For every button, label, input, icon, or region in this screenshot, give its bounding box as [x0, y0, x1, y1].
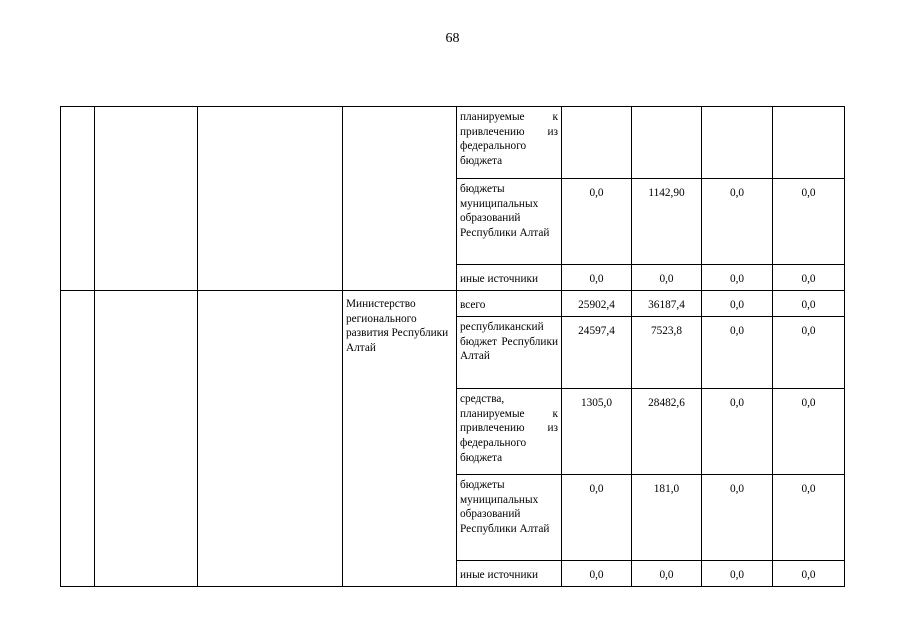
funding-source-cell: планируемые к привлечению из федерального бюджета: [457, 107, 562, 179]
index-cell: [61, 107, 95, 291]
value-cell: [562, 107, 632, 179]
value-cell: 0,0: [773, 265, 845, 291]
funding-source-cell: республиканский бюджет Республики Алтай: [457, 317, 562, 389]
value-cell: 1142,90: [632, 179, 702, 265]
value-cell: [632, 107, 702, 179]
value-cell: 0,0: [773, 475, 845, 561]
funding-source-cell: бюджеты муниципальных образований Республики Алтай: [457, 475, 562, 561]
table-row: [61, 107, 845, 179]
value-cell: 0,0: [632, 265, 702, 291]
value-cell: [702, 107, 773, 179]
value-cell: 0,0: [562, 561, 632, 587]
page-number: 68: [445, 31, 460, 46]
value-cell: 7523,8: [632, 317, 702, 389]
event-name-cell: [95, 291, 198, 587]
event-name-cell: [95, 107, 198, 291]
value-cell: 0,0: [702, 475, 773, 561]
value-cell: 0,0: [562, 179, 632, 265]
value-cell: 181,0: [632, 475, 702, 561]
value-cell: 36187,4: [632, 291, 702, 317]
ministry-cell: [343, 107, 457, 291]
value-cell: 0,0: [702, 291, 773, 317]
value-cell: 0,0: [702, 561, 773, 587]
value-cell: 0,0: [702, 265, 773, 291]
value-cell: 0,0: [562, 265, 632, 291]
value-cell: 0,0: [702, 317, 773, 389]
value-cell: 0,0: [773, 291, 845, 317]
funding-source-cell: иные источники: [457, 561, 562, 587]
description-cell: [198, 291, 343, 587]
value-cell: 25902,4: [562, 291, 632, 317]
value-cell: 0,0: [702, 389, 773, 475]
value-cell: 0,0: [773, 561, 845, 587]
funding-table: [60, 106, 845, 587]
ministry-cell: Министерство регионального развития Республики Алтай: [343, 291, 457, 587]
value-cell: 1305,0: [562, 389, 632, 475]
value-cell: 0,0: [702, 179, 773, 265]
value-cell: 0,0: [632, 561, 702, 587]
index-cell: [61, 291, 95, 587]
description-cell: [198, 107, 343, 291]
value-cell: 24597,4: [562, 317, 632, 389]
funding-source-cell: всего: [457, 291, 562, 317]
value-cell: [773, 107, 845, 179]
funding-source-cell: иные источники: [457, 265, 562, 291]
table-row: [61, 291, 845, 317]
value-cell: 0,0: [562, 475, 632, 561]
funding-source-cell: бюджеты муниципальных образований Республики Алтай: [457, 179, 562, 265]
value-cell: 0,0: [773, 389, 845, 475]
value-cell: 0,0: [773, 179, 845, 265]
funding-source-cell: средства, планируемые к привлечению из федерального бюджета: [457, 389, 562, 475]
value-cell: 28482,6: [632, 389, 702, 475]
value-cell: 0,0: [773, 317, 845, 389]
